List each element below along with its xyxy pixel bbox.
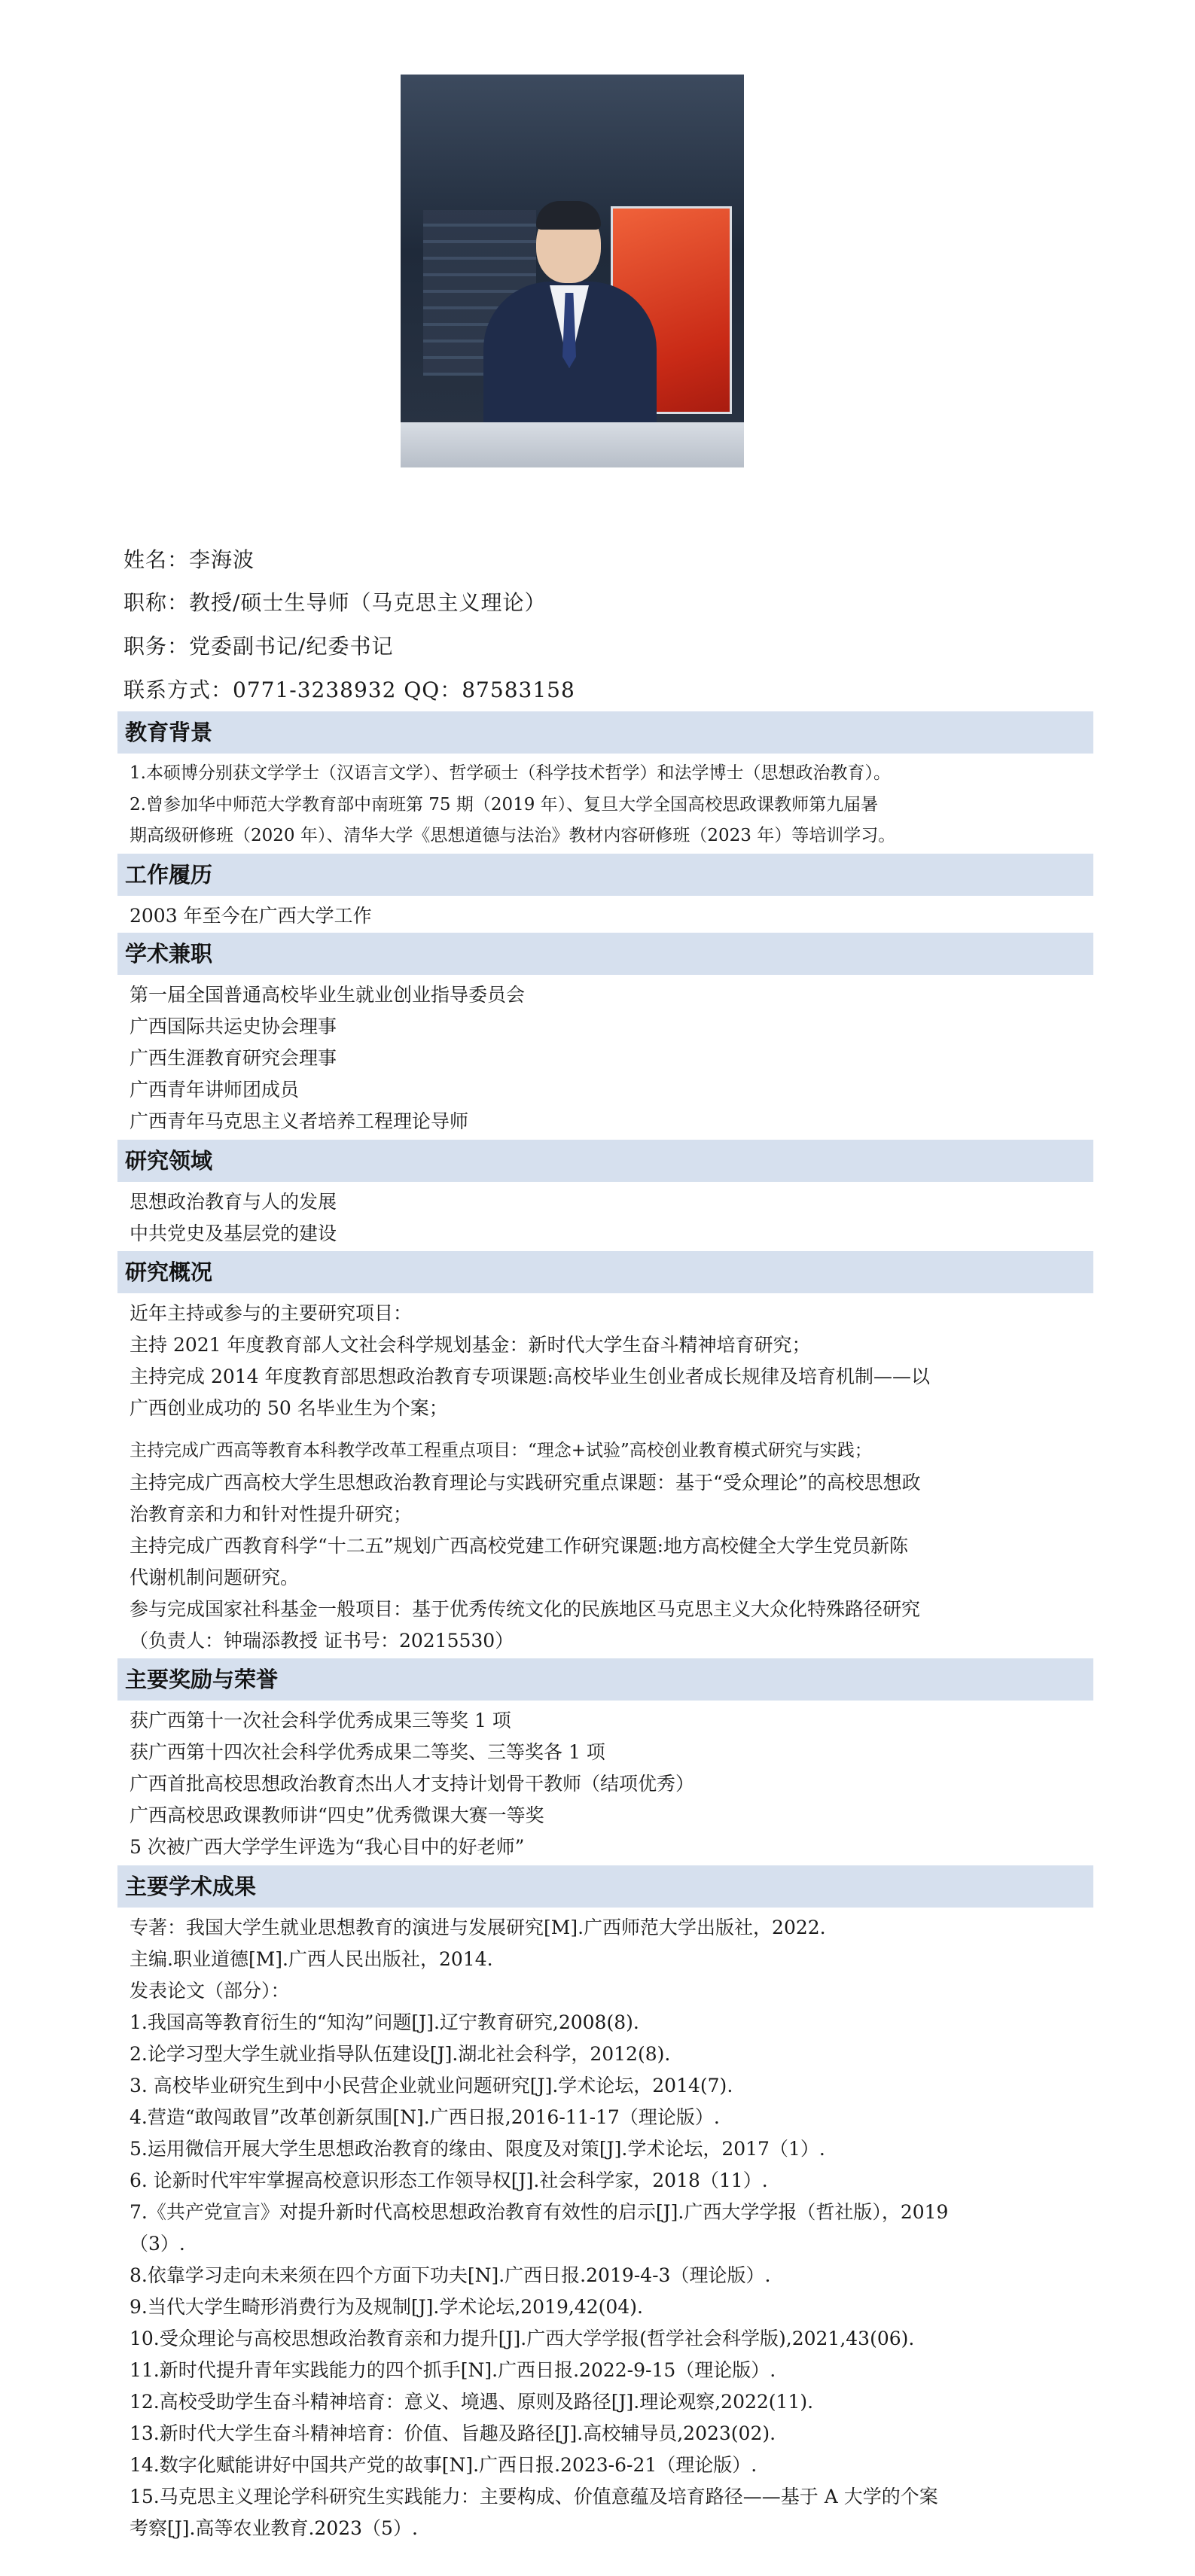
research-overview-line: 主持完成广西高校大学生思想政治教育理论与实践研究重点课题：基于“受众理论”的高校思想政 <box>130 1472 921 1494</box>
achievement-line: 14.数字化赋能讲好中国共产党的故事[N].广西日报.2023-6-21（理论版）. <box>130 2454 758 2476</box>
education-line: 期高级研修班（2020 年）、清华大学《思想道德与法治》教材内容研修班（2023 年）等培训学习。 <box>130 826 896 845</box>
award-line: 获广西第十一次社会科学优秀成果三等奖 1 项 <box>130 1710 511 1731</box>
award-line: 5 次被广西大学学生评选为“我心目中的好老师” <box>130 1836 525 1858</box>
achievement-line: 12.高校受助学生奋斗精神培育：意义、境遇、原则及路径[J].理论观察,2022(11). <box>130 2391 814 2413</box>
award-line: 获广西第十四次社会科学优秀成果二等奖、三等奖各 1 项 <box>130 1741 605 1763</box>
research-overview-line: 治教育亲和力和针对性提升研究； <box>130 1503 413 1525</box>
research-overview-line: 代谢机制问题研究。 <box>130 1567 300 1588</box>
achievement-line: 6. 论新时代牢牢掌握高校意识形态工作领导权[J].社会科学家，2018（11）. <box>130 2170 768 2191</box>
profile-photo <box>401 75 744 467</box>
achievement-line: 专著：我国大学生就业思想教育的演进与发展研究[M].广西师范大学出版社，2022. <box>130 1917 826 1938</box>
contact-value: 0771-3238932 QQ：87583158 <box>233 677 575 702</box>
academic-role-line: 广西青年马克思主义者培养工程理论导师 <box>130 1110 469 1132</box>
achievement-line: 7.《共产党宣言》对提升新时代高校思想政治教育有效性的启示[J].广西大学学报（哲社版），2019 <box>130 2201 949 2223</box>
achievement-line: 4.营造“敢闯敢冒”改革创新氛围[N].广西日报,2016-11-17（理论版）. <box>130 2106 720 2128</box>
info-title <box>123 586 546 617</box>
achievement-line: 主编.职业道德[M].广西人民出版社，2014. <box>130 1948 493 1970</box>
info-name <box>123 544 255 574</box>
achievement-line: 8.依靠学习走向未来须在四个方面下功夫[N].广西日报.2019-4-3（理论版）. <box>130 2264 771 2286</box>
award-line: 广西高校思政课教师讲“四史”优秀微课大赛一等奖 <box>130 1804 544 1826</box>
research-overview-line: 主持 2021 年度教育部人文社会科学规划基金：新时代大学生奋斗精神培育研究； <box>130 1334 811 1356</box>
achievement-line: （3）. <box>130 2233 185 2255</box>
education-line: 2.曾参加华中师范大学教育部中南班第 75 期（2019 年）、复旦大学全国高校思政课教师第九届暑 <box>130 795 879 815</box>
achievement-line: 1.我国高等教育衍生的“知沟”问题[J].辽宁教育研究,2008(8). <box>130 2011 639 2033</box>
award-line: 广西首批高校思想政治教育杰出人才支持计划骨干教师（结项优秀） <box>130 1773 695 1795</box>
position-label: 职务： <box>123 634 190 659</box>
title-value: 教授/硕士生导师（马克思主义理论） <box>189 590 547 615</box>
achievement-line: 11.新时代提升青年实践能力的四个抓手[N].广西日报.2022-9-15（理论版）. <box>130 2359 776 2381</box>
achievement-line: 10.受众理论与高校思想政治教育亲和力提升[J].广西大学学报(哲学社会科学版),2021,43(06). <box>130 2328 915 2349</box>
name-value: 李海波 <box>189 547 255 572</box>
achievement-line: 发表论文（部分）： <box>130 1980 290 2002</box>
position-value: 党委副书记/纪委书记 <box>189 634 394 659</box>
section-awards-heading: 主要奖励与荣誉 <box>117 1658 1093 1701</box>
research-overview-line: 参与完成国家社科基金一般项目：基于优秀传统文化的民族地区马克思主义大众化特殊路径研究 <box>130 1598 921 1620</box>
research-field-line: 思想政治教育与人的发展 <box>130 1191 337 1213</box>
research-overview-line: （负责人：钟瑞添教授 证书号：20215530） <box>130 1630 514 1652</box>
academic-role-line: 广西生涯教育研究会理事 <box>130 1047 337 1069</box>
achievement-line: 13.新时代大学生奋斗精神培育：价值、旨趣及路径[J].高校辅导员,2023(02). <box>130 2422 776 2444</box>
title-label: 职称： <box>123 590 190 615</box>
academic-role-line: 广西国际共运史协会理事 <box>130 1015 337 1037</box>
section-education-heading: 教育背景 <box>117 711 1093 754</box>
info-position <box>123 630 393 660</box>
name-label: 姓名： <box>123 547 190 572</box>
achievement-line: 9.当代大学生畸形消费行为及规制[J].学术论坛,2019,42(04). <box>130 2296 643 2318</box>
education-line: 1.本硕博分别获文学学士（汉语言文学）、哲学硕士（科学技术哲学）和法学博士（思想政治教育）。 <box>130 763 891 783</box>
research-overview-line: 主持完成广西教育科学“十二五”规划广西高校党建工作研究课题:地方高校健全大学生党员新陈 <box>130 1535 908 1557</box>
section-achievements-heading: 主要学术成果 <box>117 1865 1093 1908</box>
academic-role-line: 第一届全国普通高校毕业生就业创业指导委员会 <box>130 984 526 1006</box>
work-line: 2003 年至今在广西大学工作 <box>130 905 372 927</box>
section-work-heading: 工作履历 <box>117 854 1093 896</box>
research-overview-line: 近年主持或参与的主要研究项目： <box>130 1302 413 1324</box>
achievement-line: 2.论学习型大学生就业指导队伍建设[J].湖北社会科学，2012(8). <box>130 2043 671 2065</box>
academic-role-line: 广西青年讲师团成员 <box>130 1079 300 1101</box>
achievement-line: 15.马克思主义理论学科研究生实践能力：主要构成、价值意蕴及培育路径——基于 A 大学的个案 <box>130 2486 938 2507</box>
research-overview-line: 主持完成 2014 年度教育部思想政治教育专项课题:高校毕业生创业者成长规律及培育机制——以 <box>130 1366 930 1387</box>
section-research-overview-heading: 研究概况 <box>117 1251 1093 1293</box>
photo-desk <box>401 422 744 467</box>
photo-hair <box>536 201 601 230</box>
research-field-line: 中共党史及基层党的建设 <box>130 1223 337 1244</box>
research-overview-line: 主持完成广西高等教育本科教学改革工程重点项目：“理念+试验”高校创业教育模式研究与实践； <box>130 1441 872 1460</box>
info-contact <box>123 674 575 704</box>
contact-label: 联系方式： <box>123 677 233 702</box>
achievement-line: 考察[J].高等农业教育.2023（5）. <box>130 2517 418 2539</box>
achievement-line: 5.运用微信开展大学生思想政治教育的缘由、限度及对策[J].学术论坛，2017（1）. <box>130 2138 825 2160</box>
section-research-fields-heading: 研究领域 <box>117 1140 1093 1182</box>
section-academic-roles-heading: 学术兼职 <box>117 933 1093 975</box>
research-overview-line: 广西创业成功的 50 名毕业生为个案； <box>130 1397 448 1419</box>
achievement-line: 3. 高校毕业研究生到中小民营企业就业问题研究[J].学术论坛，2014(7). <box>130 2075 733 2096</box>
